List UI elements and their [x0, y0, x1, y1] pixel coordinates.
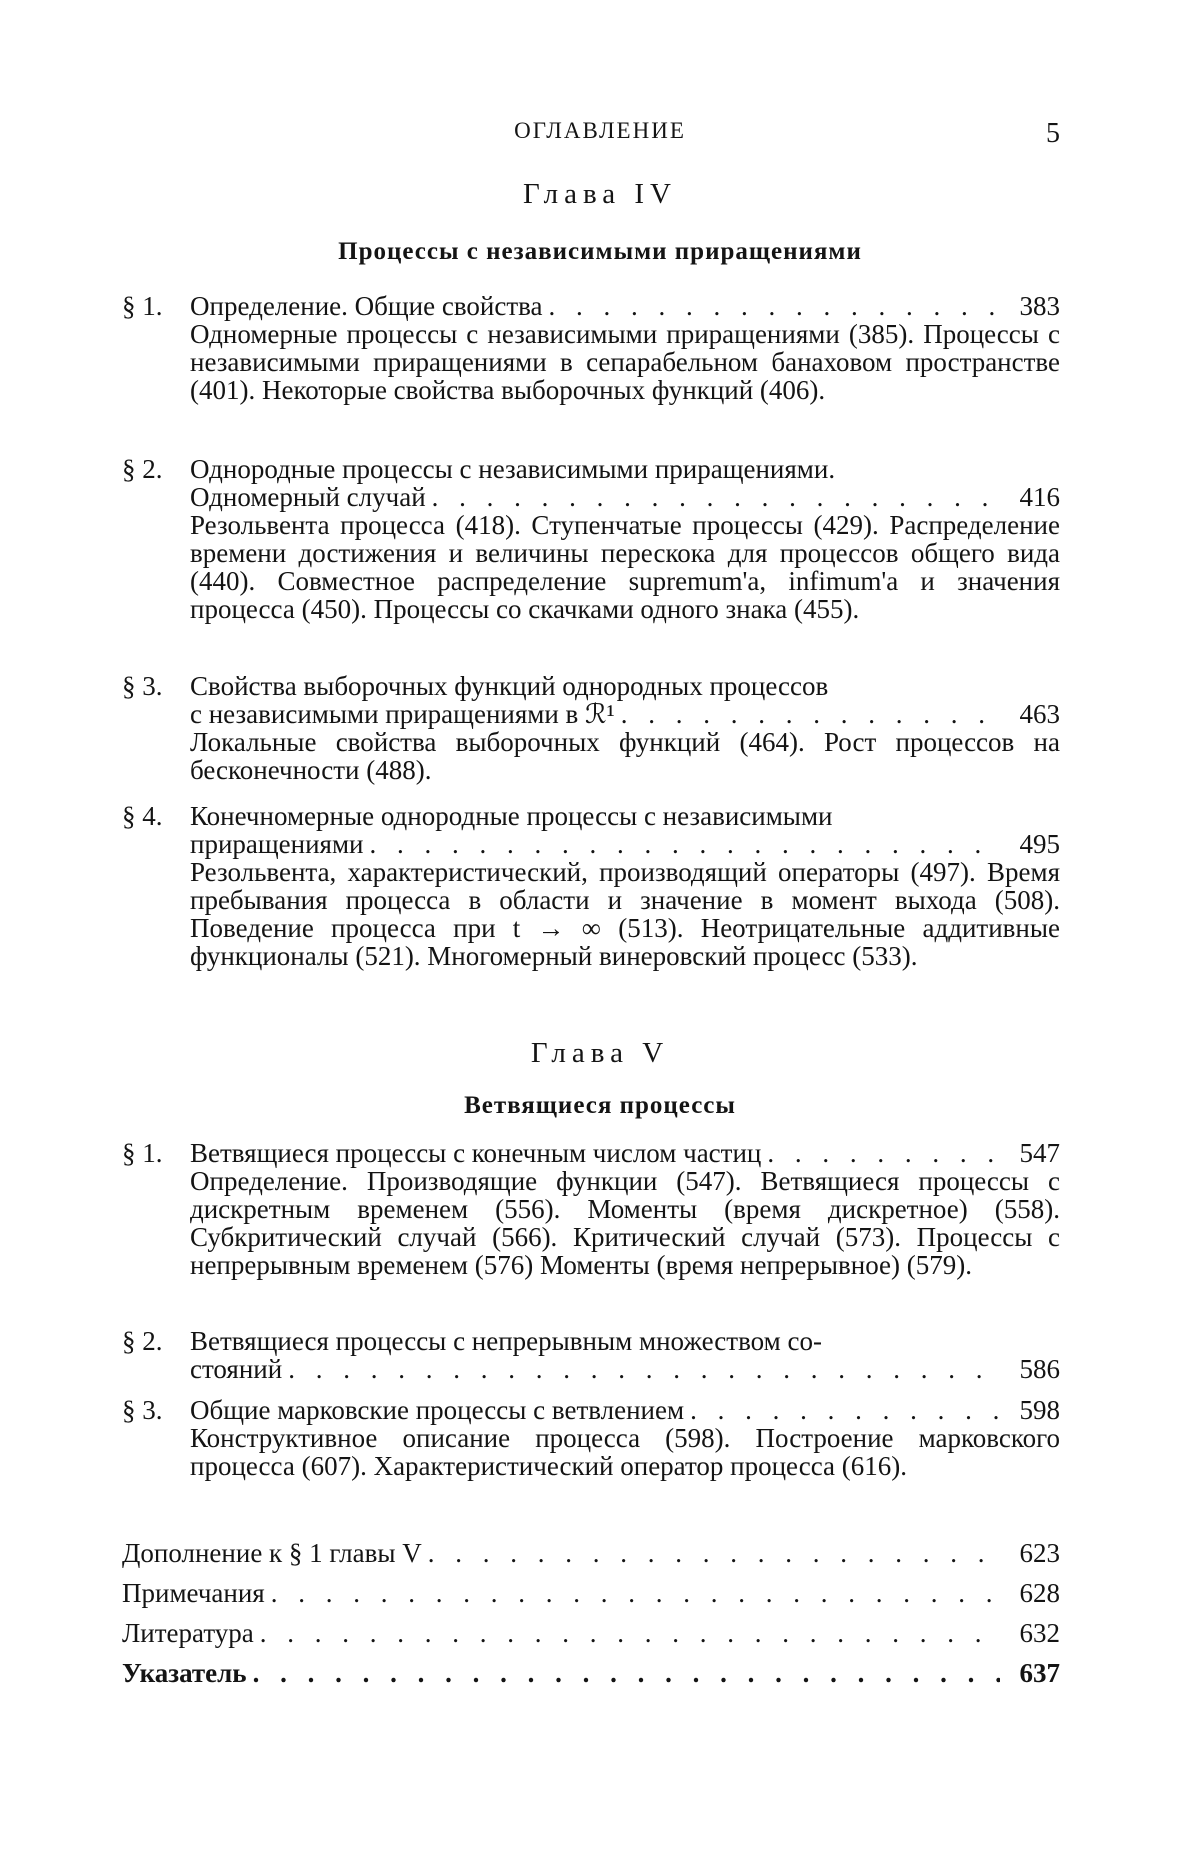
toc-entry[interactable] — [122, 1538, 1060, 1578]
section-title: Свойства выборочных функций однородных процессов — [190, 671, 829, 701]
toc-entry[interactable] — [122, 1327, 1060, 1383]
leader-dots — [253, 1658, 1000, 1689]
back-matter-title: Примечания — [122, 1578, 265, 1608]
section-description: Резольвента, характеристический, производящий операторы (497). Время пребывания процесса в области и значение в момент выхода (508). Поведение процесса при t → ∞ (513). Неотрицательные аддитивные функционалы (521). Многомерный винеровский процесс (533). — [190, 857, 1060, 971]
back-matter-title: Указатель — [122, 1658, 247, 1688]
section-description: Резольвента процесса (418). Ступенчатые процессы (429). Распределение времени достижения и величины перескока для процессов общего вида (440). Совместное распределение supremum'a, infimum'a и значения процесса (450). Процессы со скачками одного знака (455). — [190, 510, 1060, 624]
leader-dots — [370, 830, 1000, 858]
page-ref: 598 — [1019, 1395, 1060, 1425]
section-title: Ветвящиеся процессы с непрерывным множеством со- — [190, 1326, 822, 1356]
toc-entry[interactable] — [122, 455, 1060, 623]
page-ref: 416 — [1019, 482, 1060, 512]
page-ref: 463 — [1019, 699, 1060, 729]
section-number: § 1. — [122, 291, 163, 321]
leader-dots — [428, 1538, 1000, 1569]
section-title: Конечномерные однородные процессы с независимыми — [190, 801, 833, 831]
toc-entry[interactable] — [122, 802, 1060, 970]
leader-dots — [621, 700, 1000, 728]
toc-entry[interactable] — [122, 1578, 1060, 1618]
chapter-title: Ветвящиеся процессы — [464, 1092, 736, 1119]
toc-entry[interactable] — [122, 1658, 1060, 1698]
leader-dots — [549, 292, 1000, 320]
page-ref: 495 — [1019, 829, 1060, 859]
section-description: Конструктивное описание процесса (598). Построение марковского процесса (607). Характеристический оператор процесса (616). — [190, 1423, 1060, 1481]
leader-dots — [288, 1355, 1000, 1383]
leader-dots — [690, 1396, 1000, 1424]
section-description: Локальные свойства выборочных функций (464). Рост процессов на бесконечности (488). — [190, 727, 1060, 785]
back-matter-title: Литература — [122, 1618, 254, 1648]
page-ref: 586 — [1019, 1354, 1060, 1384]
section-number: § 4. — [122, 801, 163, 831]
page-ref: 547 — [1019, 1138, 1060, 1168]
section-title-end: приращениями — [190, 829, 364, 859]
toc-entry[interactable] — [122, 1618, 1060, 1658]
section-title-end: с независимыми приращениями в ℛ¹ — [190, 699, 615, 729]
toc-entry[interactable] — [122, 1139, 1060, 1279]
section-description: Определение. Производящие функции (547). Ветвящиеся процессы с дискретным временем (556). Моменты (время дискретное) (558). Субкритический случай (566). Критический случай (573). Процессы с непрерывным временем (576) Моменты (время непрерывное) (579). — [190, 1166, 1060, 1280]
section-number: § 2. — [122, 1326, 163, 1356]
leader-dots — [767, 1139, 1000, 1167]
back-matter — [122, 1538, 1060, 1698]
section-title-end: стояний — [190, 1354, 283, 1384]
page-ref: 637 — [1019, 1658, 1060, 1688]
page-ref: 632 — [1019, 1618, 1060, 1648]
section-title: Определение. Общие свойства — [190, 291, 543, 321]
chapter-label: Глава V — [530, 1037, 670, 1069]
section-number: § 3. — [122, 671, 163, 701]
section-title-end: Одномерный случай — [190, 482, 426, 512]
section-title: Однородные процессы с независимыми приращениями. — [190, 454, 836, 484]
page-ref: 628 — [1019, 1578, 1060, 1608]
section-number: § 2. — [122, 454, 163, 484]
chapter-label: Глава IV — [523, 178, 677, 210]
section-number: § 3. — [122, 1395, 163, 1425]
section-number: § 1. — [122, 1138, 163, 1168]
toc-entry[interactable] — [122, 1396, 1060, 1480]
leader-dots — [432, 483, 1000, 511]
section-description: Одномерные процессы с независимыми приращениями (385). Процессы с независимыми приращениями в сепарабельном банаховом пространстве (401). Некоторые свойства выборочных функций (406). — [190, 319, 1060, 405]
page-number: 5 — [1046, 118, 1060, 149]
section-title: Ветвящиеся процессы с конечным числом частиц — [190, 1138, 762, 1168]
leader-dots — [271, 1578, 1000, 1609]
toc-entry[interactable] — [122, 292, 1060, 404]
leader-dots — [260, 1618, 1000, 1649]
running-head: ОГЛАВЛЕНИЕ — [514, 118, 686, 143]
toc-entry[interactable] — [122, 672, 1060, 784]
back-matter-title: Дополнение к § 1 главы V — [122, 1538, 422, 1568]
section-title: Общие марковские процессы с ветвлением — [190, 1395, 685, 1425]
page-ref: 383 — [1019, 291, 1060, 321]
chapter-title: Процессы с независимыми приращениями — [338, 238, 862, 265]
page-ref: 623 — [1019, 1538, 1060, 1568]
